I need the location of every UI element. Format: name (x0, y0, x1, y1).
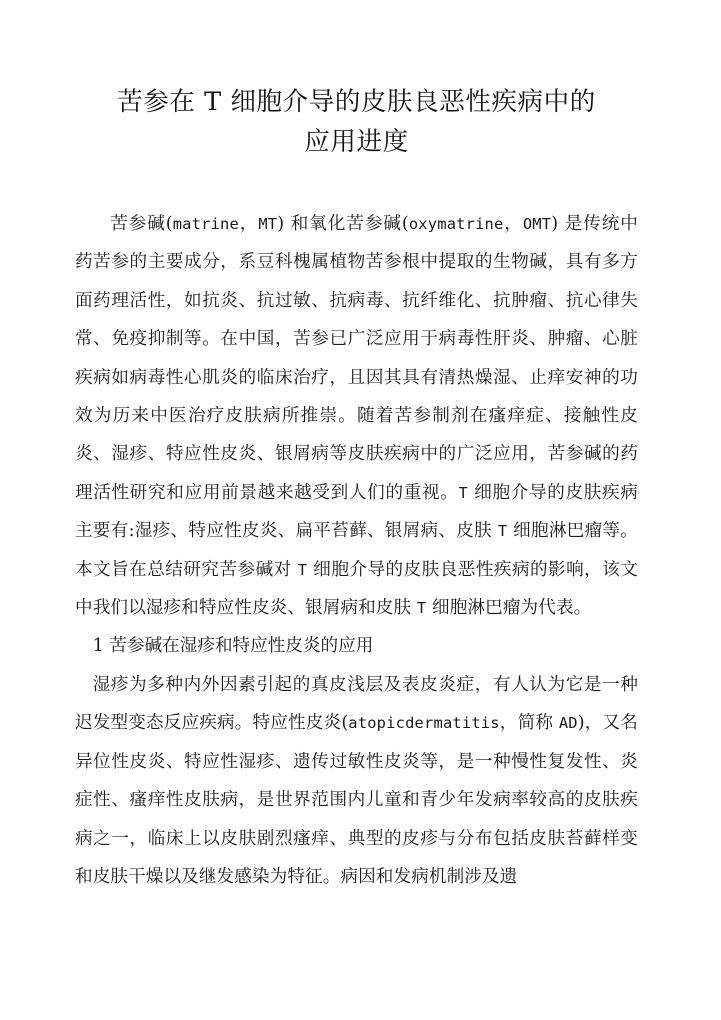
paragraph-section-1-body: 湿疹为多种内外因素引起的真皮浅层及表皮炎症，有人认为它是一种迟发型变态反应疾病。特应性皮炎(atopicdermatitis，简称 AD)，又名异位性皮炎、特应性湿疹、遗传过敏性皮炎等，是一种慢性复发性、炎症性、瘙痒性皮肤病，是世界范围内儿童和青少年发病率较高的皮肤疾病之一，临床上以皮肤剧烈瘙痒、典型的皮疹与分布包括皮肤苔藓样变和皮肤干燥以及继发感染为特征。病因和发病机制涉及遗 (75, 674, 638, 887)
latin-term: T (416, 599, 427, 618)
section-heading-1: 1 苦参碱在湿疹和特应性皮炎的应用 (92, 636, 374, 657)
latin-term: T (497, 522, 508, 541)
title-line-1: 苦参在 T 细胞介导的皮肤良恶性疾病中的 (117, 87, 596, 117)
latin-term: matrine (172, 215, 239, 233)
document-body (75, 205, 638, 896)
title-line-2: 应用进度 (304, 127, 409, 157)
paragraph-intro: 苦参碱(matrine，MT) 和氧化苦参碱(oxymatrine，OMT) 是传统中药苦参的主要成分，系豆科槐属植物苦参根中提取的生物碱，具有多方面药理活性，如抗炎、抗过敏、抗病毒、抗纤维化、抗肿瘤、抗心律失常、免疫抑制等。在中国，苦参已广泛应用于病毒性肝炎、肿瘤、心脏疾病如病毒性心肌炎的临床治疗，且因其具有清热燥湿、止痒安神的功效为历来中医治疗皮肤病所推崇。随着苦参制剂在瘙痒症、接触性皮炎、湿疹、特应性皮炎、银屑病等皮肤疾病中的广泛应用，苦参碱的药理活性研究和应用前景越来越受到人们的重视。T 细胞介导的皮肤疾病主要有:湿疹、特应性皮炎、扁平苔藓、银屑病、皮肤 T 细胞淋巴瘤等。本文旨在总结研究苦参碱对 T 细胞介导的皮肤良恶性疾病的影响，该文中我们以湿疹和特应性皮炎、银屑病和皮肤 T 细胞淋巴瘤为代表。 (75, 214, 638, 619)
latin-term: oxymatrine (408, 215, 504, 233)
latin-term: MT (258, 215, 278, 233)
latin-term: AD (558, 714, 578, 733)
latin-term: T (297, 560, 308, 579)
latin-term: T (458, 483, 468, 502)
latin-term: OMT (522, 215, 552, 233)
latin-term: atopicdermatitis (348, 714, 500, 733)
page-title (75, 82, 638, 162)
